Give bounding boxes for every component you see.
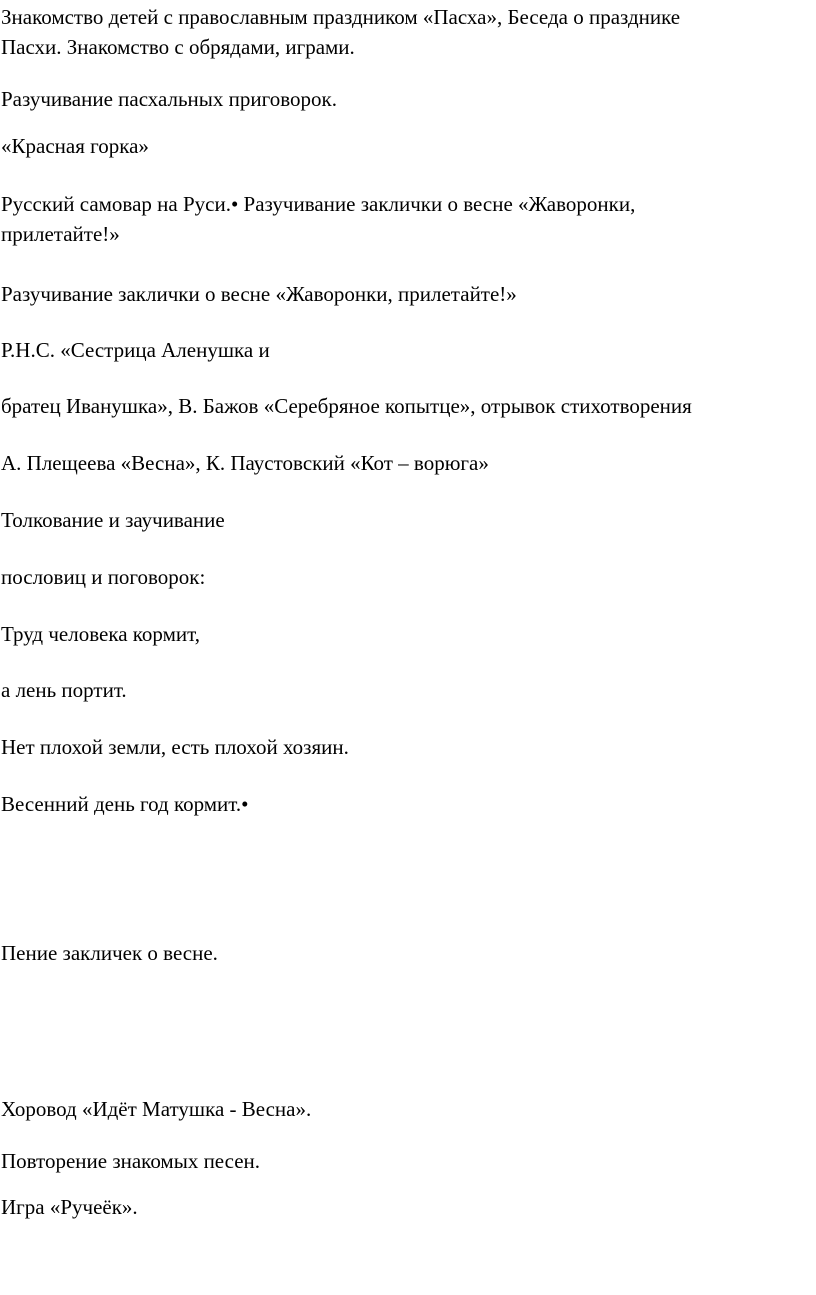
paragraph-pleshcheev: А. Плещеева «Весна», К. Паустовский «Кот – ворюга» [1,451,489,475]
paragraph-samovar [1,189,813,249]
paragraph-line: прилетайте!» [1,222,120,246]
paragraph-igra: Игра «Ручеёк». [1,1195,138,1219]
paragraph-khorovod: Хоровод «Идёт Матушка - Весна». [1,1097,312,1121]
paragraph-bratec: братец Иванушка», В. Бажов «Серебряное копытце», отрывок стихотворения [1,394,692,418]
paragraph-krasnaya-gorka: «Красная горка» [1,134,149,158]
paragraph-proverb-2: Нет плохой земли, есть плохой хозяин. [1,735,349,759]
paragraph-rns-sestrica: Р.Н.С. «Сестрица Аленушка и [1,338,270,362]
paragraph-line: Пасхи. Знакомство с обрядами, играми. [1,35,355,59]
paragraph-poslovicy: пословиц и поговорок: [1,565,206,589]
paragraph-easter-sayings: Разучивание пасхальных приговорок. [1,87,337,111]
paragraph-povtorenie: Повторение знакомых песен. [1,1149,261,1173]
paragraph-proverb-1a: Труд человека кормит, [1,622,200,646]
paragraph-zaklichka: Разучивание заклички о весне «Жаворонки, прилетайте!» [1,282,517,306]
paragraph-proverb-3: Весенний день год кормит.• [1,792,249,816]
paragraph-line: Русский самовар на Руси.• Разучивание заклички о весне «Жаворонки, [1,192,636,216]
paragraph-easter-intro [1,2,813,62]
paragraph-tolkovanie: Толкование и заучивание [1,508,225,532]
paragraph-proverb-1b: а лень портит. [1,678,127,702]
paragraph-line: Знакомство детей с православным праздником «Пасха», Беседа о празднике [1,5,681,29]
paragraph-penie: Пение закличек о весне. [1,941,218,965]
